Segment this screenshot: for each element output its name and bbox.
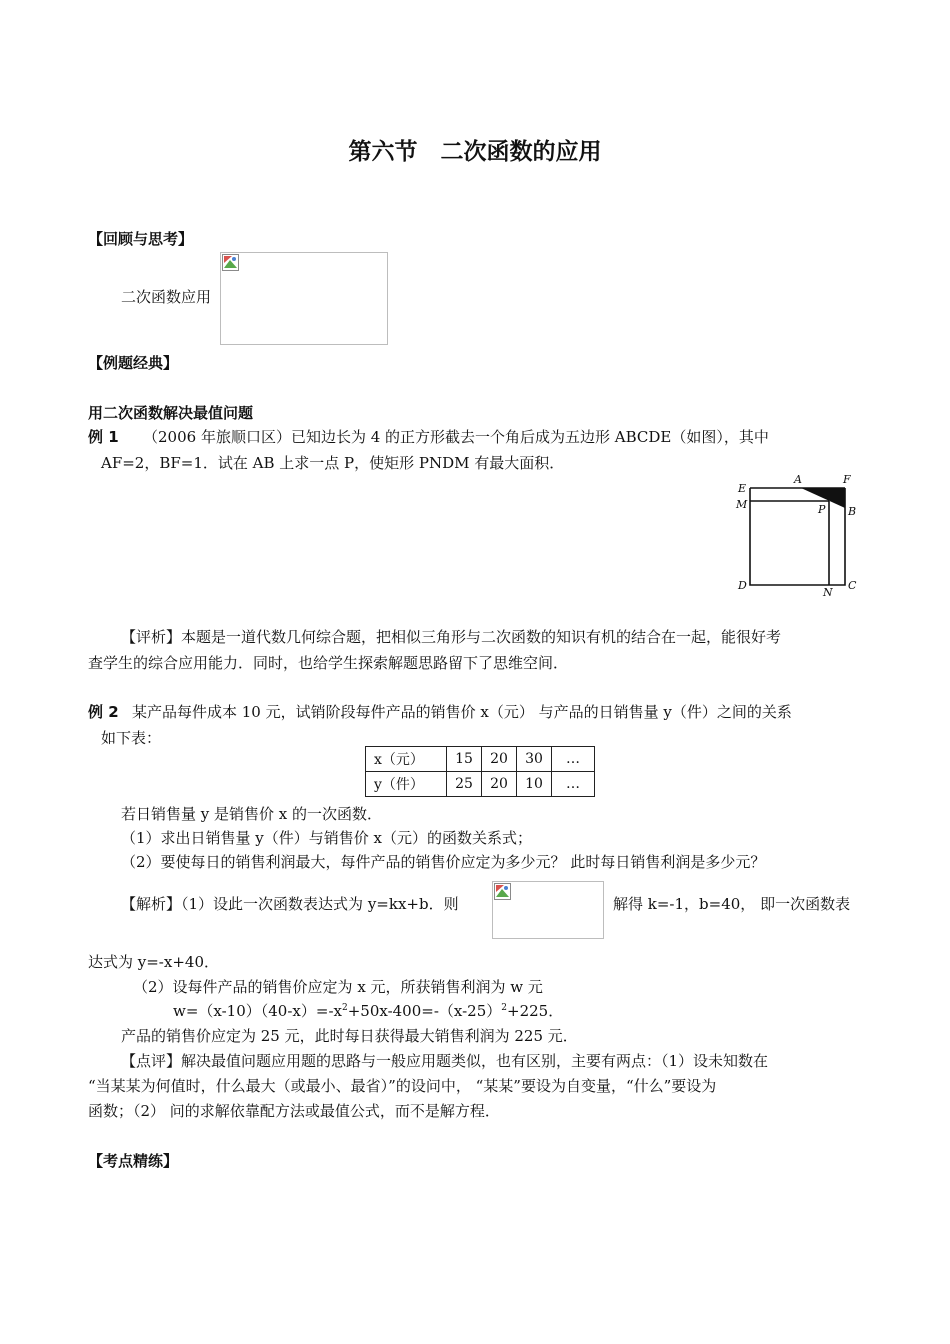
- ex2-formula: [173, 1000, 563, 1021]
- ex2-question-1: （1）求出日销售量 y（件）与销售价 x（元）的函数关系式；: [121, 829, 533, 847]
- ex2-condition: 若日销售量 y 是销售价 x 的一次函数．: [121, 805, 383, 823]
- ex2-line1: 某产品每件成本 10 元，试销阶段每件产品的销售价 x（元） 与产品的日销售量 y（件）之间的关系: [132, 703, 792, 721]
- table-cell: …: [552, 747, 595, 772]
- label-a: A: [794, 473, 802, 486]
- label-b: B: [848, 505, 857, 518]
- ex1-line1: （2006 年旅顺口区）已知边长为 4 的正方形截去一个角后成为五边形 ABCDE（如图），其中: [143, 428, 769, 446]
- ex2-note-line2: “当某某为何值时，什么最大（或最小、最省）”的设问中， “某某”要设为自变量，“什么”要设为: [88, 1077, 717, 1095]
- practice-heading: 【考点精练】: [88, 1152, 179, 1170]
- table-cell: 15: [447, 747, 482, 772]
- ex1-line2: AF=2，BF=1．试在 AB 上求一点 P，使矩形 PNDM 有最大面积．: [101, 454, 565, 472]
- review-heading: 【回顾与思考】: [88, 230, 194, 248]
- table-cell: 30: [517, 747, 552, 772]
- superscript: 2: [501, 1003, 507, 1013]
- ex1-comment-line2: 查学生的综合应用能力．同时，也给学生探索解题思路留下了思维空间．: [88, 654, 569, 672]
- ex1-comment-line1: 【评析】本题是一道代数几何综合题，把相似三角形与二次函数的知识有机的结合在一起，能很好考: [121, 628, 782, 646]
- label-f: F: [843, 473, 851, 486]
- ex1-figure: [730, 468, 865, 600]
- label-p: P: [818, 503, 826, 516]
- table-row: [366, 772, 595, 797]
- table-cell: 20: [482, 747, 517, 772]
- label-c: C: [848, 579, 857, 592]
- formula-part: w=（x-10）（40-x）=-x: [173, 1002, 342, 1020]
- formula-part: +50x-400=-（x-25）: [347, 1002, 502, 1020]
- label-m: M: [736, 498, 748, 511]
- superscript: 2: [341, 1003, 348, 1013]
- ex2-question-2: （2）要使每日的销售利润最大，每件产品的销售价应定为多少元？ 此时每日销售利润是多少元？: [121, 853, 766, 871]
- ex2-answer: 产品的销售价应定为 25 元，此时每日获得最大销售利润为 225 元．: [121, 1027, 578, 1045]
- broken-image-icon: [222, 254, 239, 271]
- ex2-solution-a: 【解析】（1）设此一次函数表达式为 y=kx+b．则: [121, 895, 459, 913]
- broken-image: [492, 881, 604, 939]
- square-outline: [750, 488, 845, 585]
- page-title: 第六节 二次函数的应用: [348, 139, 602, 165]
- label-n: N: [823, 586, 833, 599]
- ex2-note-line3: 函数；（2） 问的求解依靠配方法或最值公式，而不是解方程．: [88, 1102, 500, 1120]
- table-cell: 25: [447, 772, 482, 797]
- topic-heading: 用二次函数解决最值问题: [88, 404, 254, 422]
- label-e: E: [738, 482, 747, 495]
- ex2-solution-c: 达式为 y=-x+40．: [88, 953, 219, 971]
- broken-image-icon: [494, 883, 511, 900]
- table-cell: x（元）: [366, 747, 447, 772]
- table-cell: 20: [482, 772, 517, 797]
- table-cell: y（件）: [366, 772, 447, 797]
- ex2-solution-b: 解得 k=-1，b=40， 即一次函数表: [613, 895, 851, 913]
- review-label: 二次函数应用: [121, 288, 212, 306]
- table-row: [366, 747, 595, 772]
- ex2-line2: 如下表：: [101, 729, 162, 747]
- table-cell: 10: [517, 772, 552, 797]
- ex1-label: 例 1: [88, 428, 119, 446]
- table-cell: …: [552, 772, 595, 797]
- label-d: D: [738, 579, 747, 592]
- price-sales-table: [365, 746, 595, 797]
- ex2-label: 例 2: [88, 703, 119, 721]
- examples-heading: 【例题经典】: [88, 354, 179, 372]
- broken-image: [220, 252, 388, 345]
- ex2-note-line1: 【点评】解决最值问题应用题的思路与一般应用题类似，也有区别，主要有两点：（1）设未知数在: [121, 1052, 769, 1070]
- ex2-solution-2: （2）设每件产品的销售价应定为 x 元，所获销售利润为 w 元: [133, 978, 543, 996]
- formula-part: +225．: [507, 1002, 564, 1020]
